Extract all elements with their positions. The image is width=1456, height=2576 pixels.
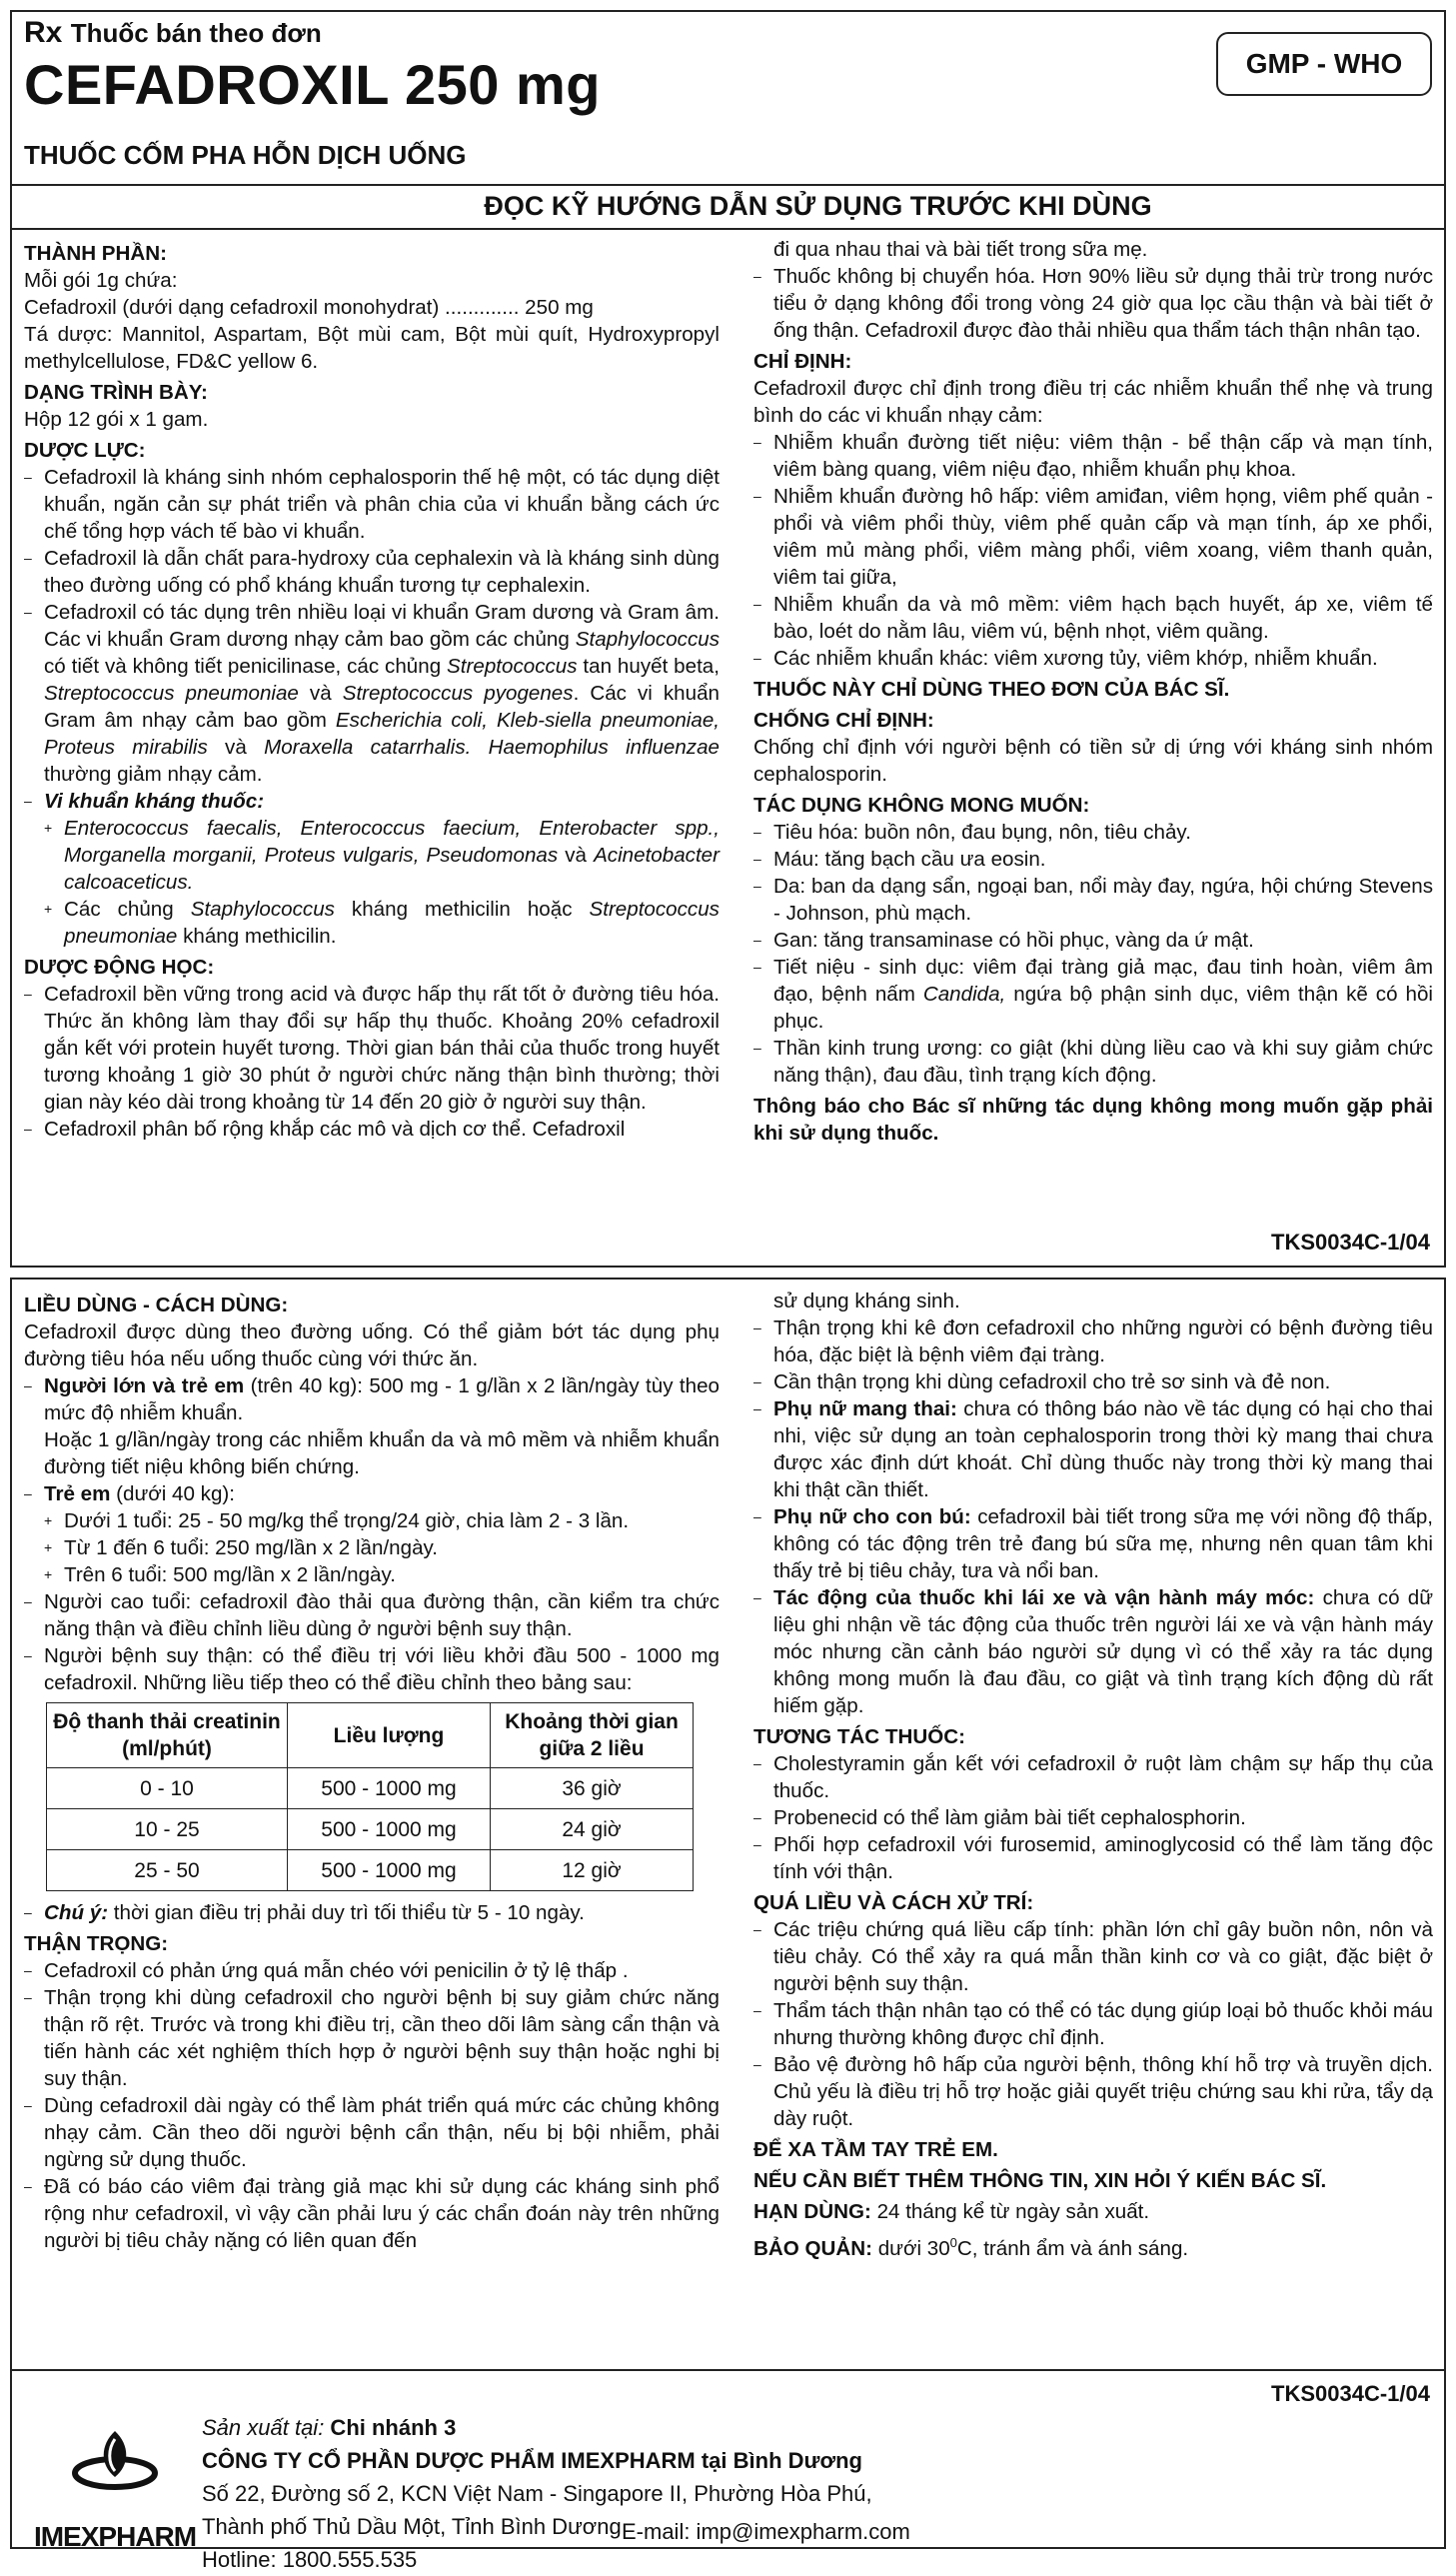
list-item: – Cefadroxil là dẫn chất para-hydroxy của cephalexin và là kháng sinh dùng theo đường uống có phổ kháng khuẩn tương tự cephalexin. <box>24 547 720 597</box>
indications-intro: Cefadroxil được chỉ định trong điều trị các nhiễm khuẩn thể nhẹ và trung bình do các vi khuẩn nhạy cảm: <box>753 377 1433 427</box>
list-item: – Phụ nữ mang thai: chưa có thông báo nào về tác dụng có hại cho thai nhi, việc sử dụng an toàn cephalosporin trong thời kỳ mang thai chưa được xác định dứt khoát. Chỉ dùng thuốc này trong thời kỳ mang thai khi thật cần thiết. <box>753 1397 1433 1501</box>
list-item: – Người cao tuổi: cefadroxil đào thải qua đường thận, cần kiểm tra chức năng thận và điều chỉnh liều dùng ở người bệnh suy thận. <box>24 1590 720 1640</box>
email-address: E-mail: imp@imexpharm.com <box>622 2519 910 2544</box>
overdose-heading: QUÁ LIỀU VÀ CÁCH XỬ TRÍ: <box>753 1891 1034 1914</box>
list-item: – Máu: tăng bạch cầu ưa eosin. <box>753 848 1046 871</box>
table-header: Liều lượng <box>288 1703 491 1768</box>
prescription-only-notice: THUỐC NÀY CHỈ DÙNG THEO ĐƠN CỦA BÁC SĨ. <box>753 678 1230 701</box>
interactions-heading: TƯƠNG TÁC THUỐC: <box>753 1725 965 1748</box>
precautions-heading: THẬN TRỌNG: <box>24 1932 169 1955</box>
list-item: – Cefadroxil phân bố rộng khắp các mô và dịch cơ thể. Cefadroxil <box>24 1118 626 1141</box>
dosage-heading: LIỀU DÙNG - CÁCH DÙNG: <box>24 1293 289 1316</box>
hotline: Hotline: 1800.555.535 <box>202 2547 418 2572</box>
list-item: – Trẻ em (dưới 40 kg): <box>24 1482 235 1505</box>
table-cell: 500 - 1000 mg <box>288 1809 491 1850</box>
list-item: + Từ 1 đến 6 tuổi: 250 mg/lần x 2 lần/ngày. <box>44 1536 439 1559</box>
drug-name: CEFADROXIL 250 mg <box>24 53 601 116</box>
imexpharm-logo-icon <box>70 2425 160 2495</box>
list-item: – Cholestyramin gắn kết với cefadroxil ở ruột làm chậm sự hấp thụ của thuốc. <box>753 1752 1433 1802</box>
table-cell: 36 giờ <box>491 1768 694 1809</box>
storage-line: BẢO QUẢN: dưới $30^0C$, tránh ẩm và ánh sáng. <box>753 2235 1189 2260</box>
rx-symbol: Rx <box>24 16 63 49</box>
table-cell: 500 - 1000 mg <box>288 1768 491 1809</box>
indications-heading: CHỈ ĐỊNH: <box>753 350 852 373</box>
list-item: – Cefadroxil bền vững trong acid và được hấp thụ rất tốt ở đường tiêu hóa. Thức ăn không làm thay đổi sự hấp thụ thuốc. Khoảng 20% cefadroxil gắn kết với protein huyết tương. Thời gian bán thải của thuốc trong huyết tương khoảng 1 giờ 30 phút ở người chức năng thận bình thường; thời gian này kéo dài trong khoảng từ 14 đến 20 giờ ở người suy thận. <box>24 983 720 1114</box>
list-item: – Bảo vệ đường hô hấp của người bệnh, thông khí hỗ trợ và truyền dịch. Chủ yếu là điều trị hỗ trợ hoặc giải quyết triệu chứng sau khi rửa, tẩy dạ dày ruột. <box>753 2053 1433 2130</box>
list-item: + Các chủng Staphylococcus kháng methicilin hoặc Streptococcus pneumoniae kháng methicilin. <box>44 898 720 948</box>
list-item: – Các nhiễm khuẩn khác: viêm xương tủy, viêm khớp, nhiễm khuẩn. <box>753 647 1378 670</box>
list-item: – Cần thận trọng khi dùng cefadroxil cho trẻ sơ sinh và đẻ non. <box>753 1370 1331 1393</box>
adverse-effects-heading: TÁC DỤNG KHÔNG MONG MUỐN: <box>753 794 1090 817</box>
list-item: – Cefadroxil là kháng sinh nhóm cephalosporin thế hệ một, có tác dụng diệt khuẩn, ngăn cản sự phát triển và phân chia của vi khuẩn bằng cách ức chế tổng hợp vách tế bào vi khuẩn. <box>24 466 720 543</box>
adults-alt-dose: Hoặc 1 g/lần/ngày trong các nhiễm khuẩn da và mô mềm và nhiễm khuẩn đường tiết niệu không biến chứng. <box>44 1428 720 1478</box>
leaflet-back-panel <box>10 1278 1446 2572</box>
composition-line: Cefadroxil (dưới dạng cefadroxil monohydrat) ............. 250 mg <box>24 296 594 319</box>
address-line: Thành phố Thủ Dầu Một, Tỉnh Bình Dương <box>202 2514 622 2539</box>
list-item: – Dùng cefadroxil dài ngày có thể làm phát triển quá mức các chủng không nhạy cảm. Cần theo dõi người bệnh cẩn thận, nếu bị bội nhiễm, phải ngừng sử dụng thuốc. <box>24 2094 720 2171</box>
made-at-line: Sản xuất tại: Chi nhánh 3 <box>202 2415 457 2440</box>
leaflet-header <box>12 12 1444 186</box>
document-code: TKS0034C-1/04 <box>1271 2381 1430 2406</box>
list-item: – Phối hợp cefadroxil với furosemid, aminoglycosid có thể làm tăng độc tính với thận. <box>753 1833 1433 1883</box>
list-item: – Thận trọng khi kê đơn cefadroxil cho những người có bệnh đường tiêu hóa, đặc biệt là bệnh viêm đại tràng. <box>753 1316 1433 1366</box>
list-item: – Cefadroxil có phản ứng quá mẫn chéo với penicilin ở tỷ lệ thấp . <box>24 1959 629 1982</box>
manufacturer-info <box>202 2411 872 2576</box>
list-item: – Probenecid có thể làm giảm bài tiết cephalosphorin. <box>753 1806 1246 1829</box>
company-name: CÔNG TY CỔ PHẦN DƯỢC PHẨM IMEXPHARM tại Bình Dương <box>202 2448 862 2473</box>
list-item: – Cefadroxil có tác dụng trên nhiều loại vi khuẩn Gram dương và Gram âm. Các vi khuẩn Gram dương nhạy cảm bao gồm các chủng Staphylococcus có tiết và không tiết penicilinase, các chủng Streptococcus tan huyết beta, Streptococcus pneumoniae và Streptococcus pyogenes. Các vi khuẩn Gram âm nhạy cảm bao gồm Escherichia coli, Kleb-siella pneumoniae, Proteus mirabilis và Moraxella catarrhalis. Haemophilus influenzae thường giảm nhạy cảm. <box>24 601 720 786</box>
imexpharm-logo <box>30 2421 200 2561</box>
list-item: – Nhiễm khuẩn đường tiết niệu: viêm thận - bể thận cấp và mạn tính, viêm bàng quang, viêm niệu đạo, nhiễm khuẩn phụ khoa. <box>753 431 1433 481</box>
list-item: – Gan: tăng transaminase có hồi phục, vàng da ứ mật. <box>753 929 1254 952</box>
table-row <box>47 1850 694 1891</box>
composition-heading: THÀNH PHẦN: <box>24 242 167 265</box>
renal-dose-table <box>46 1702 694 1891</box>
list-item: – Chú ý: thời gian điều trị phải duy trì tối thiểu từ 5 - 10 ngày. <box>24 1901 585 1924</box>
list-item: – Tác động của thuốc khi lái xe và vận hành máy móc: chưa có dữ liệu ghi nhận về tác động của thuốc trên người lái xe và vận hành máy móc nhưng cần cảnh báo người sử dụng vì có thể xảy ra tác dụng không mong muốn là đau đầu, co giật và tình trạng kích động dù rất hiếm gặp. <box>753 1586 1433 1717</box>
list-item: – Phụ nữ cho con bú: cefadroxil bài tiết trong sữa mẹ với nồng độ thấp, không có tác động trên trẻ đang bú sữa mẹ, nhưng nên quan tâm khi thấy trẻ bị tiêu chảy, tưa và nổi ban. <box>753 1505 1433 1582</box>
address-line: Số 22, Đường số 2, KCN Việt Nam - Singapore II, Phường Hòa Phú, <box>202 2481 872 2506</box>
list-item: – Vi khuẩn kháng thuốc: <box>24 790 265 813</box>
list-item: – Tiêu hóa: buồn nôn, đau bụng, nôn, tiêu chảy. <box>753 821 1191 844</box>
contraindications-text: Chống chỉ định với người bệnh có tiền sử dị ứng với kháng sinh nhóm cephalosporin. <box>753 736 1433 786</box>
list-item: – Thần kinh trung ương: co giật (khi dùng liều cao và khi suy giảm chức năng thận), đau đầu, tình trạng kích động. <box>753 1037 1433 1087</box>
composition-line: Mỗi gói 1g chứa: <box>24 269 178 292</box>
list-item: – Nhiễm khuẩn đường hô hấp: viêm amiđan, viêm họng, viêm phế quản - phổi và viêm phổi thùy, viêm phế quản cấp và mạn tính, áp xe phổi, viêm mủ màng phổi, viêm màng phổi, viêm xoang, viêm thanh quản, viêm tai giữa, <box>753 485 1433 589</box>
list-item: – Thuốc không bị chuyển hóa. Hơn 90% liều sử dụng thải trừ trong nước tiểu ở dạng không đổi trong vòng 24 giờ qua lọc cầu thận và bài tiết ở ống thận. Cefadroxil được đào thải nhiều qua thẩm tách thận nhân tạo. <box>753 265 1433 342</box>
table-cell: 12 giờ <box>491 1850 694 1891</box>
contraindications-heading: CHỐNG CHỈ ĐỊNH: <box>753 709 934 732</box>
list-item: – Đã có báo cáo viêm đại tràng giả mạc khi sử dụng các kháng sinh phổ rộng như cefadroxil, vì vậy cần phải lưu ý các chẩn đoán này trên những người bị tiêu chảy nặng có liên quan đến <box>24 2175 720 2252</box>
front-right-column <box>753 236 1433 1147</box>
pharmacodynamics-heading: DƯỢC LỰC: <box>24 439 146 462</box>
rx-label <box>24 16 322 50</box>
list-item: + Trên 6 tuổi: 500 mg/lần x 2 lần/ngày. <box>44 1563 396 1586</box>
table-row <box>47 1809 694 1850</box>
logo-wordmark: IMEXPHARM <box>33 2521 197 2552</box>
read-instructions-banner: ĐỌC KỸ HƯỚNG DẪN SỬ DỤNG TRƯỚC KHI DÙNG <box>12 184 1444 230</box>
leaflet-front-panel <box>10 10 1446 1268</box>
dosage-form: THUỐC CỐM PHA HỖN DỊCH UỐNG <box>24 140 467 170</box>
expiry-line: HẠN DÙNG: 24 tháng kể từ ngày sản xuất. <box>753 2200 1150 2223</box>
list-item: – Thận trọng khi dùng cefadroxil cho người bệnh bị suy giảm chức năng thận rõ rệt. Trước và trong khi điều trị, cần theo dõi lâm sàng cẩn thận và tiến hành các xét nghiệm thích hợp ở người bệnh suy thận hoặc nghi bị suy thận. <box>24 1986 720 2090</box>
list-item: + Enterococcus faecalis, Enterococcus faecium, Enterobacter spp., Morganella morganii, Proteus vulgaris, Pseudomonas và Acinetobacter calcoaceticus. <box>44 817 720 894</box>
excipients-line: Tá dược: Mannitol, Aspartam, Bột mùi cam, Bột mùi quít, Hydroxypropyl methylcellulose, FD&C yellow 6. <box>24 323 720 373</box>
pharmacokinetics-heading: DƯỢC ĐỘNG HỌC: <box>24 956 215 979</box>
keep-away-notice: ĐỂ XA TẦM TAY TRẺ EM. <box>753 2138 998 2161</box>
presentation-text: Hộp 12 gói x 1 gam. <box>24 408 209 431</box>
adverse-effects-notice: Thông báo cho Bác sĩ những tác dụng không mong muốn gặp phải khi sử dụng thuốc. <box>753 1095 1433 1145</box>
dosage-intro: Cefadroxil được dùng theo đường uống. Có thể giảm bớt tác dụng phụ đường tiêu hóa nếu uống thuốc cùng với thức ăn. <box>24 1320 720 1370</box>
presentation-heading: DẠNG TRÌNH BÀY: <box>24 381 208 404</box>
list-item: – Da: ban da dạng sẩn, ngoại ban, nổi mày đay, ngứa, hội chứng Stevens - Johnson, phù mạch. <box>753 875 1433 925</box>
resistant-bacteria-heading: Vi khuẩn kháng thuốc: <box>44 790 265 813</box>
leaflet-page <box>10 10 1446 2572</box>
table-cell: 500 - 1000 mg <box>288 1850 491 1891</box>
table-cell: 10 - 25 <box>47 1809 288 1850</box>
list-item: – Tiết niệu - sinh dục: viêm đại tràng giả mạc, đau tinh hoàn, viêm âm đạo, bệnh nấm Candida, ngứa bộ phận sinh dục, viêm thận kẽ có hồi phục. <box>753 956 1433 1033</box>
table-header: Độ thanh thải creatinin (ml/phút) <box>47 1703 288 1768</box>
manufacturer-footer <box>12 2369 1444 2572</box>
prescription-only-label: Thuốc bán theo đơn <box>70 18 322 48</box>
table-header: Khoảng thời gian giữa 2 liều <box>491 1703 694 1768</box>
continued-text: đi qua nhau thai và bài tiết trong sữa mẹ. <box>773 238 1148 261</box>
table-cell: 0 - 10 <box>47 1768 288 1809</box>
list-item: – Người lớn và trẻ em (trên 40 kg): 500 mg - 1 g/lần x 2 lần/ngày tùy theo mức độ nhiễm khuẩn. <box>24 1374 720 1424</box>
list-item: – Thẩm tách thận nhân tạo có thể có tác dụng giúp loại bỏ thuốc khỏi máu nhưng thường không được chỉ định. <box>753 1999 1433 2049</box>
table-cell: 24 giờ <box>491 1809 694 1850</box>
list-item: – Nhiễm khuẩn da và mô mềm: viêm hạch bạch huyết, áp xe, viêm tế bào, loét do nằm lâu, viêm vú, bệnh nhọt, viêm quầng. <box>753 593 1433 643</box>
continued-text: sử dụng kháng sinh. <box>773 1289 960 1312</box>
table-header-row <box>47 1703 694 1768</box>
list-item: – Các triệu chứng quá liều cấp tính: phần lớn chỉ gây buồn nôn, nôn và tiêu chảy. Có thể xảy ra quá mẫn thần kinh cơ và co giật, đặc biệt ở người bệnh suy thận. <box>753 1918 1433 1995</box>
front-left-column <box>24 236 720 1143</box>
list-item: + Dưới 1 tuổi: 25 - 50 mg/kg thể trọng/24 giờ, chia làm 2 - 3 lần. <box>44 1509 630 1532</box>
ask-doctor-notice: NẾU CẦN BIẾT THÊM THÔNG TIN, XIN HỎI Ý KIẾN BÁC SĨ. <box>753 2169 1327 2192</box>
document-code: TKS0034C-1/04 <box>1271 1230 1430 1255</box>
table-cell: 25 - 50 <box>47 1850 288 1891</box>
back-right-column <box>753 1288 1433 2262</box>
back-left-column <box>24 1288 720 2254</box>
table-row <box>47 1768 694 1809</box>
gmp-badge: GMP - WHO <box>1216 32 1432 96</box>
list-item: – Người bệnh suy thận: có thể điều trị với liều khởi đầu 500 - 1000 mg cefadroxil. Những liều tiếp theo có thể điều chỉnh theo bảng sau: <box>24 1644 720 1694</box>
